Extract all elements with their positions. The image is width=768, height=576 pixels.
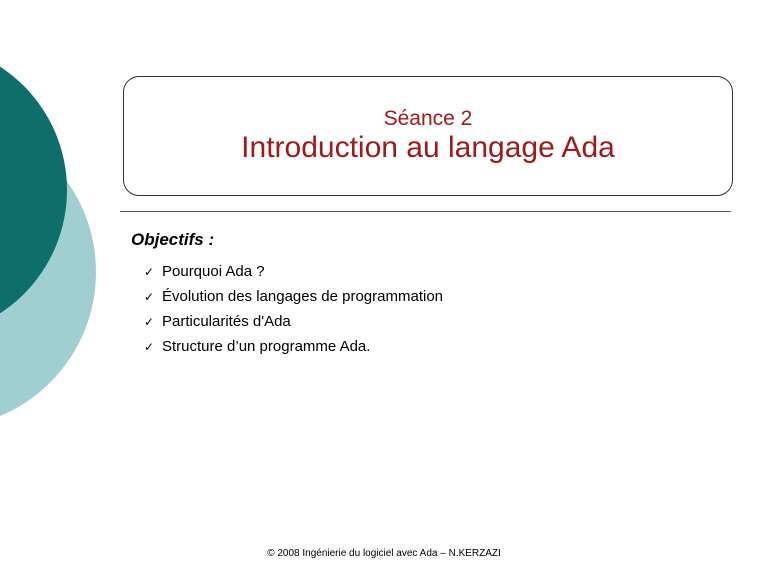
list-item: [144, 337, 443, 362]
slide-title: Introduction au langage Ada: [241, 131, 615, 164]
decorative-circles: [0, 0, 120, 576]
objective-text: Pourquoi Ada ?: [162, 263, 265, 280]
list-item: [144, 287, 443, 312]
objective-text: Structure d’un programme Ada.: [162, 338, 371, 355]
slide-subtitle: Séance 2: [383, 107, 473, 130]
list-item: [144, 312, 443, 337]
checkmark-icon: ✓: [144, 290, 155, 304]
title-box: [123, 76, 733, 196]
checkmark-icon: ✓: [144, 315, 155, 329]
slide-footer: © 2008 Ingénierie du logiciel avec Ada – N.KERZAZI: [267, 548, 501, 559]
objectives-heading: Objectifs :: [131, 230, 215, 249]
checkmark-icon: ✓: [144, 340, 155, 354]
list-item: [144, 262, 443, 287]
divider: [120, 211, 731, 212]
objective-text: Évolution des langages de programmation: [162, 288, 444, 305]
checkmark-icon: ✓: [144, 265, 155, 279]
objective-text: Particularités d'Ada: [162, 313, 291, 330]
objectives-list: [144, 262, 443, 362]
